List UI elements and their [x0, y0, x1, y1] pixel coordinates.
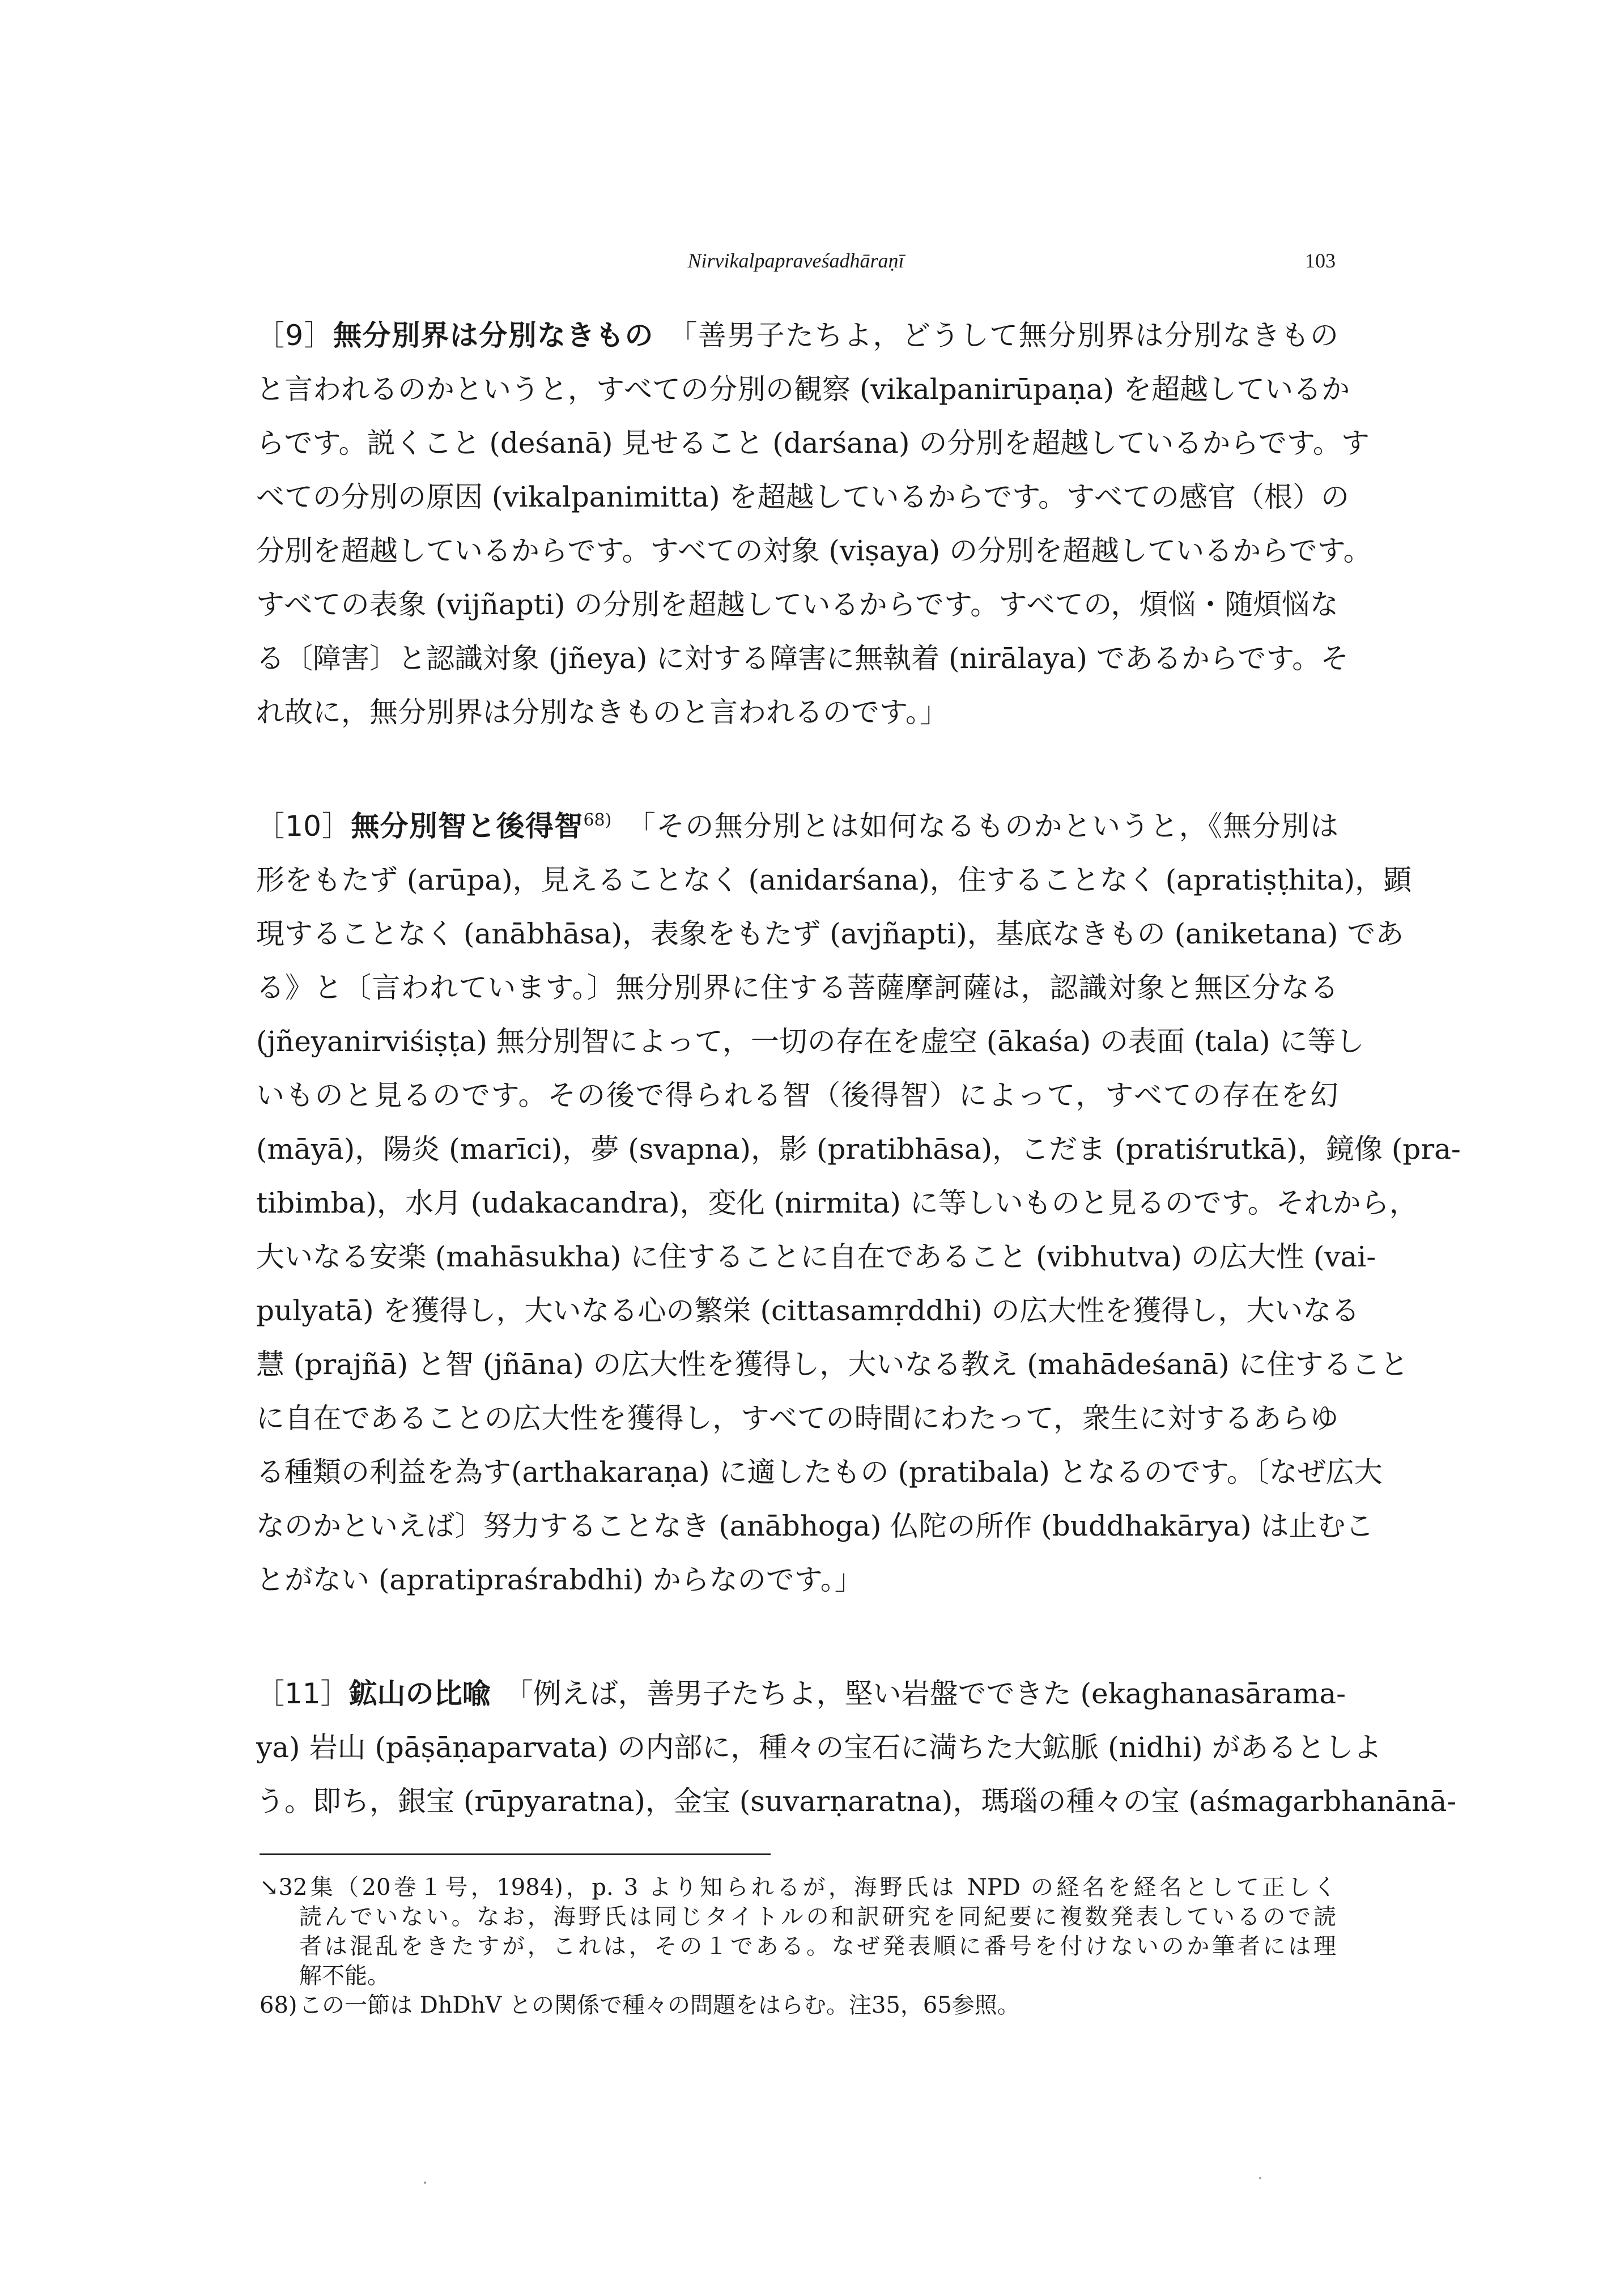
section-heading-line [256, 309, 1338, 363]
text-line: べての分別の原因 (vikalpanimitta) を超越しているからです。すべての感官（根）の [256, 481, 1350, 513]
section-heading-line [256, 800, 1338, 853]
section-title: 無分別智と後得智 [351, 810, 584, 843]
section-number: ［10］ [256, 810, 351, 843]
footnote-line: 解不能。 [299, 1963, 390, 1989]
section-9 [256, 309, 1372, 739]
footnote-line: 者は混乱をきたすが，これは，その１である。なぜ発表順に番号を付けないのか筆者には理 [299, 1933, 1336, 1959]
text-line: 「例えば，善男子たちよ，堅い岩盤でできた (ekaghanasārama- [490, 1677, 1346, 1710]
text-line: (jñeyanirviśiṣṭa) 無分別智によって，一切の存在を虚空 (ākaśa) の表面 (tala) に等し [256, 1025, 1364, 1058]
text-line: 大いなる安楽 (mahāsukha) に住することに自在であること (vibhutva) の広大性 (vai- [256, 1240, 1376, 1273]
footnote-reference[interactable]: 68) [583, 810, 612, 830]
footnote-68 [260, 1991, 1336, 2020]
footnote-line: 読んでいない。なお，海野氏は同じタイトルの和訳研究を同紀要に複数発表しているので読 [299, 1904, 1336, 1930]
page-number: 103 [1305, 249, 1336, 272]
scan-speck [424, 2182, 426, 2184]
text-line: 「その無分別とは如何なるものかというと，《無分別は [611, 810, 1339, 843]
scan-speck [1259, 2177, 1261, 2179]
text-line: (māyā)，陽炎 (marīci)，夢 (svapna)，影 (pratibhāsa)，こだま (pratiśrutkā)，鏡像 (pra- [256, 1133, 1461, 1166]
main-text [256, 309, 1461, 1889]
text-line: なのかといえば〕努力することなき (anābhoga) 仏陀の所作 (buddhakārya) は止むこ [256, 1510, 1374, 1542]
text-line: る》と〔言われています。〕無分別界に住する菩薩摩訶薩は，認識対象と無区分なる [256, 971, 1338, 1004]
running-title: Nirvikalpapraveśadhāraṇī [687, 249, 904, 272]
section-11 [256, 1667, 1457, 1829]
text-line: 分別を超越しているからです。すべての対象 (viṣaya) の分別を超越しているからです。 [256, 534, 1372, 567]
footnote-divider [260, 1853, 771, 1855]
text-line: 形をもたず (arūpa)，見えることなく (anidarśana)，住することなく (apratiṣṭhita)，顕 [256, 864, 1412, 896]
section-title: 鉱山の比喩 [348, 1677, 491, 1710]
text-line: れ故に，無分別界は分別なきものと言われるのです。」 [256, 696, 948, 729]
text-line: 慧 (prajñā) と智 (jñāna) の広大性を獲得し，大いなる教え (mahādeśanā) に住すること [256, 1348, 1409, 1381]
text-line: とがない (apratipraśrabdhi) からなのです。」 [256, 1563, 863, 1596]
text-line: る種類の利益を為す(arthakaraṇa) に適したもの (pratibala) となるのです。〔なぜ広大 [256, 1456, 1383, 1489]
text-line: 「善男子たちよ，どうして無分別界は分別なきもの [653, 319, 1338, 352]
text-line: 現することなく (anābhāsa)，表象をもたず (avjñapti)，基底なきもの (aniketana) であ [256, 917, 1404, 950]
footnote-number: 68) [260, 1992, 297, 2018]
text-line: ya) 岩山 (pāṣāṇaparvata) の内部に，種々の宝石に満ちた大鉱脈 (nidhi) があるとしよ [256, 1731, 1382, 1764]
text-line: に自在であることの広大性を獲得し，すべての時間にわたって，衆生に対するあらゆ [256, 1402, 1338, 1435]
footnotes [260, 1873, 1336, 2020]
section-number: ［9］ [256, 319, 334, 352]
text-line: pulyatā) を獲得し，大いなる心の繁栄 (cittasamṛddhi) の広大性を獲得し，大いなる [256, 1294, 1360, 1327]
text-line: らです。説くこと (deśanā) 見せること (darśana) の分別を超越しているからです。す [256, 427, 1370, 460]
text-line: すべての表象 (vijñapti) の分別を超越しているからです。すべての，煩悩・随煩悩な [256, 588, 1338, 621]
section-title: 無分別界は分別なきもの [333, 319, 654, 352]
text-line: tibimba)，水月 (udakacandra)，変化 (nirmita) に等しいものと見るのです。それから， [256, 1187, 1418, 1219]
text-line: いものと見るのです。その後で得られる智（後得智）によって，すべての存在を幻 [256, 1079, 1338, 1112]
running-header [256, 244, 1336, 278]
section-heading-line [256, 1667, 1346, 1721]
text-line: う。即ち，銀宝 (rūpyaratna)，金宝 (suvarṇaratna)，瑪瑙の種々の宝 (aśmagarbhanānā- [256, 1785, 1457, 1818]
section-number: ［11］ [256, 1677, 349, 1710]
text-line: る〔障害〕と認識対象 (jñeya) に対する障害に無執着 (nirālaya) であるからです。そ [256, 642, 1349, 675]
footnote-line: ↘32集（20巻１号，1984)，p. 3 より知られるが，海野氏は NPD の経名を経名として正しく [260, 1874, 1336, 1900]
section-10 [256, 800, 1461, 1607]
footnote-text: この一節は DhDhV との関係で種々の問題をはらむ。注35，65参照。 [299, 1992, 1020, 2018]
text-line: と言われるのかというと，すべての分別の観察 (vikalpanirūpaṇa) を超越しているか [256, 373, 1350, 406]
